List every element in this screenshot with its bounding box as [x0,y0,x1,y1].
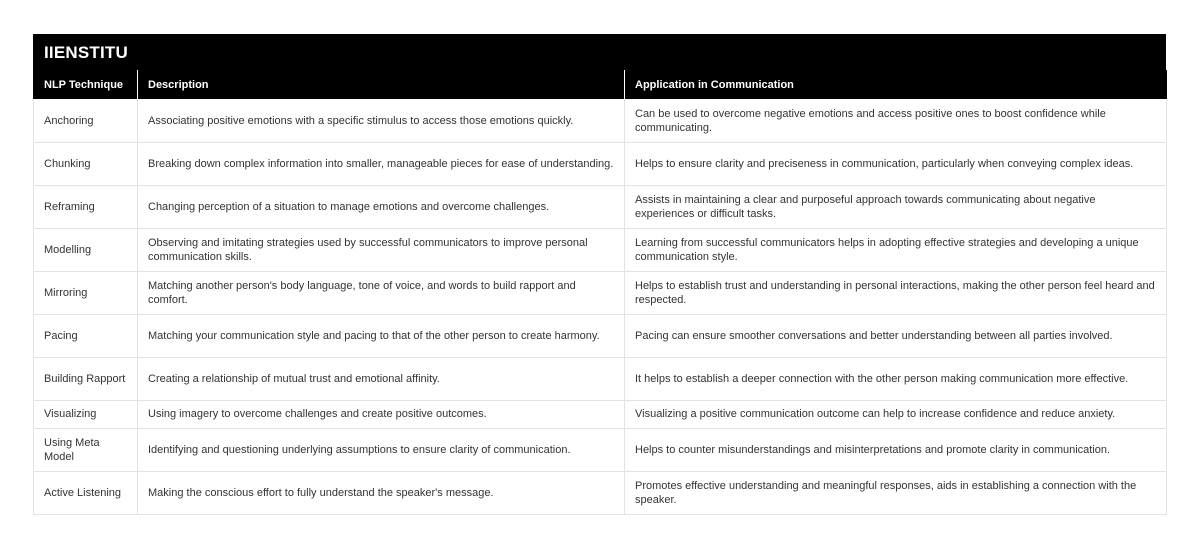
table-row [34,315,1167,358]
table-row [34,143,1167,186]
technique-cell: Modelling [34,229,138,272]
description-cell: Changing perception of a situation to manage emotions and overcome challenges. [138,186,625,229]
column-header-application: Application in Communication [625,71,1167,100]
table-row [34,229,1167,272]
description-cell: Identifying and questioning underlying assumptions to ensure clarity of communication. [138,429,625,472]
nlp-table-container [33,34,1166,515]
brand-header: IIENSTITU [33,34,1166,70]
technique-cell: Building Rapport [34,358,138,401]
table-row [34,401,1167,429]
description-cell: Breaking down complex information into smaller, manageable pieces for ease of understanding. [138,143,625,186]
description-cell: Observing and imitating strategies used by successful communicators to improve personal communication skills. [138,229,625,272]
technique-cell: Pacing [34,315,138,358]
table-row [34,429,1167,472]
description-cell: Matching another person's body language, tone of voice, and words to build rapport and comfort. [138,272,625,315]
table-row [34,272,1167,315]
technique-cell: Visualizing [34,401,138,429]
application-cell: Can be used to overcome negative emotions and access positive ones to boost confidence while communicating. [625,100,1167,143]
application-cell: It helps to establish a deeper connection with the other person making communication more effective. [625,358,1167,401]
technique-cell: Mirroring [34,272,138,315]
table-row [34,472,1167,515]
table-row [34,358,1167,401]
application-cell: Helps to establish trust and understanding in personal interactions, making the other person feel heard and respected. [625,272,1167,315]
technique-cell: Using Meta Model [34,429,138,472]
application-cell: Promotes effective understanding and meaningful responses, aids in establishing a connection with the speaker. [625,472,1167,515]
description-cell: Making the conscious effort to fully understand the speaker's message. [138,472,625,515]
table-header-row [34,71,1167,100]
description-cell: Associating positive emotions with a specific stimulus to access those emotions quickly. [138,100,625,143]
nlp-techniques-table [33,70,1167,515]
description-cell: Using imagery to overcome challenges and create positive outcomes. [138,401,625,429]
technique-cell: Anchoring [34,100,138,143]
application-cell: Helps to ensure clarity and preciseness in communication, particularly when conveying complex ideas. [625,143,1167,186]
application-cell: Helps to counter misunderstandings and misinterpretations and promote clarity in communication. [625,429,1167,472]
application-cell: Pacing can ensure smoother conversations and better understanding between all parties involved. [625,315,1167,358]
description-cell: Matching your communication style and pacing to that of the other person to create harmony. [138,315,625,358]
description-cell: Creating a relationship of mutual trust and emotional affinity. [138,358,625,401]
technique-cell: Active Listening [34,472,138,515]
column-header-description: Description [138,71,625,100]
technique-cell: Reframing [34,186,138,229]
application-cell: Visualizing a positive communication outcome can help to increase confidence and reduce anxiety. [625,401,1167,429]
table-row [34,186,1167,229]
application-cell: Assists in maintaining a clear and purposeful approach towards communicating about negative experiences or difficult tasks. [625,186,1167,229]
column-header-technique: NLP Technique [34,71,138,100]
table-row [34,100,1167,143]
technique-cell: Chunking [34,143,138,186]
application-cell: Learning from successful communicators helps in adopting effective strategies and developing a unique communication style. [625,229,1167,272]
